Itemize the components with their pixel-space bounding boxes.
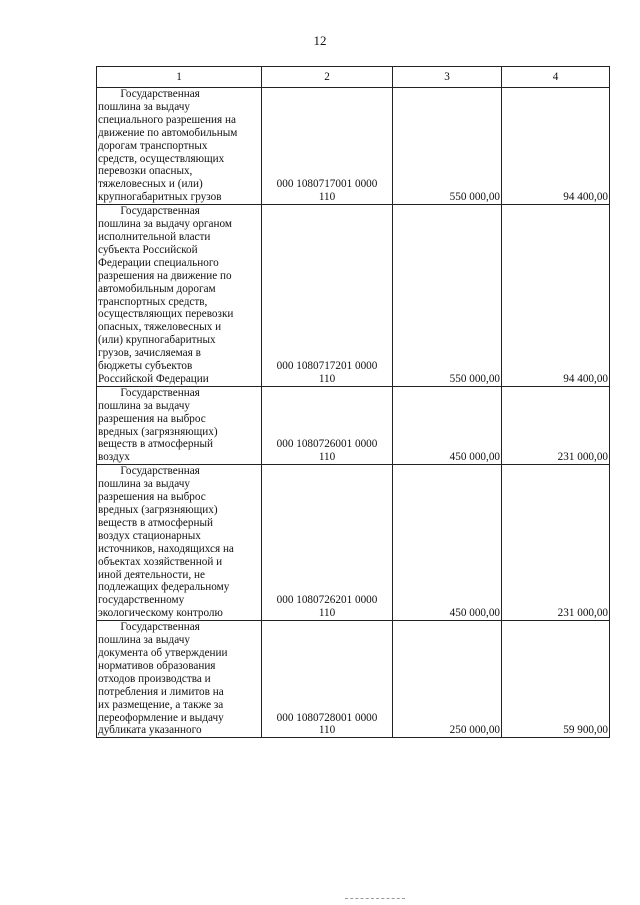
budget-classification-code: 000 1080726001 0000 110: [262, 386, 393, 464]
budget-classification-code: 000 1080728001 0000 110: [262, 621, 393, 738]
table-row: [97, 621, 610, 738]
table-row: [97, 465, 610, 621]
amount-col-3: 250 000,00: [393, 621, 502, 738]
column-header-1: 1: [97, 67, 262, 88]
table-row: [97, 386, 610, 464]
amount-col-4: 231 000,00: [502, 386, 610, 464]
amount-col-4: 231 000,00: [502, 465, 610, 621]
amount-col-4: 94 400,00: [502, 88, 610, 205]
column-header-2: 2: [262, 67, 393, 88]
amount-col-3: 450 000,00: [393, 465, 502, 621]
budget-classification-code: 000 1080717001 0000 110: [262, 88, 393, 205]
amount-col-3: 450 000,00: [393, 386, 502, 464]
duty-description: Государственная пошлина за выдачу органом исполнительной власти субъекта Российской Федерации специального разрешения на движение по автомобильным дорогам транспортных средств, осуществляющих перевозки опасных, тяжеловесных и (или) крупногабаритных грузов, зачисляемая в бюджеты субъектов Российской Федерации: [97, 205, 262, 387]
table-header-row: [97, 67, 610, 88]
budget-table: [96, 66, 610, 738]
budget-classification-code: 000 1080717201 0000 110: [262, 205, 393, 387]
footer-scan-mark: [345, 898, 405, 899]
duty-description: Государственная пошлина за выдачу специального разрешения на движение по автомобильным дорогам транспортных средств, осуществляющих перевозки опасных, тяжеловесных и (или) крупногабаритных грузов: [97, 88, 262, 205]
amount-col-3: 550 000,00: [393, 205, 502, 387]
column-header-4: 4: [502, 67, 610, 88]
amount-col-3: 550 000,00: [393, 88, 502, 205]
duty-description: Государственная пошлина за выдачу разрешения на выброс вредных (загрязняющих) веществ в атмосферный воздух стационарных источников, находящихся на объектах хозяйственной и иной деятельности, не подлежащих федеральному государственному экологическому контролю: [97, 465, 262, 621]
table-row: [97, 88, 610, 205]
amount-col-4: 59 900,00: [502, 621, 610, 738]
budget-classification-code: 000 1080726201 0000 110: [262, 465, 393, 621]
duty-description: Государственная пошлина за выдачу документа об утверждении нормативов образования отходов производства и потребления и лимитов на их размещение, а также за переоформление и выдачу дубликата указанного: [97, 621, 262, 738]
column-header-3: 3: [393, 67, 502, 88]
page-number: 12: [313, 33, 327, 48]
table-row: [97, 205, 610, 387]
amount-col-4: 94 400,00: [502, 205, 610, 387]
duty-description: Государственная пошлина за выдачу разрешения на выброс вредных (загрязняющих) веществ в атмосферный воздух: [97, 386, 262, 464]
